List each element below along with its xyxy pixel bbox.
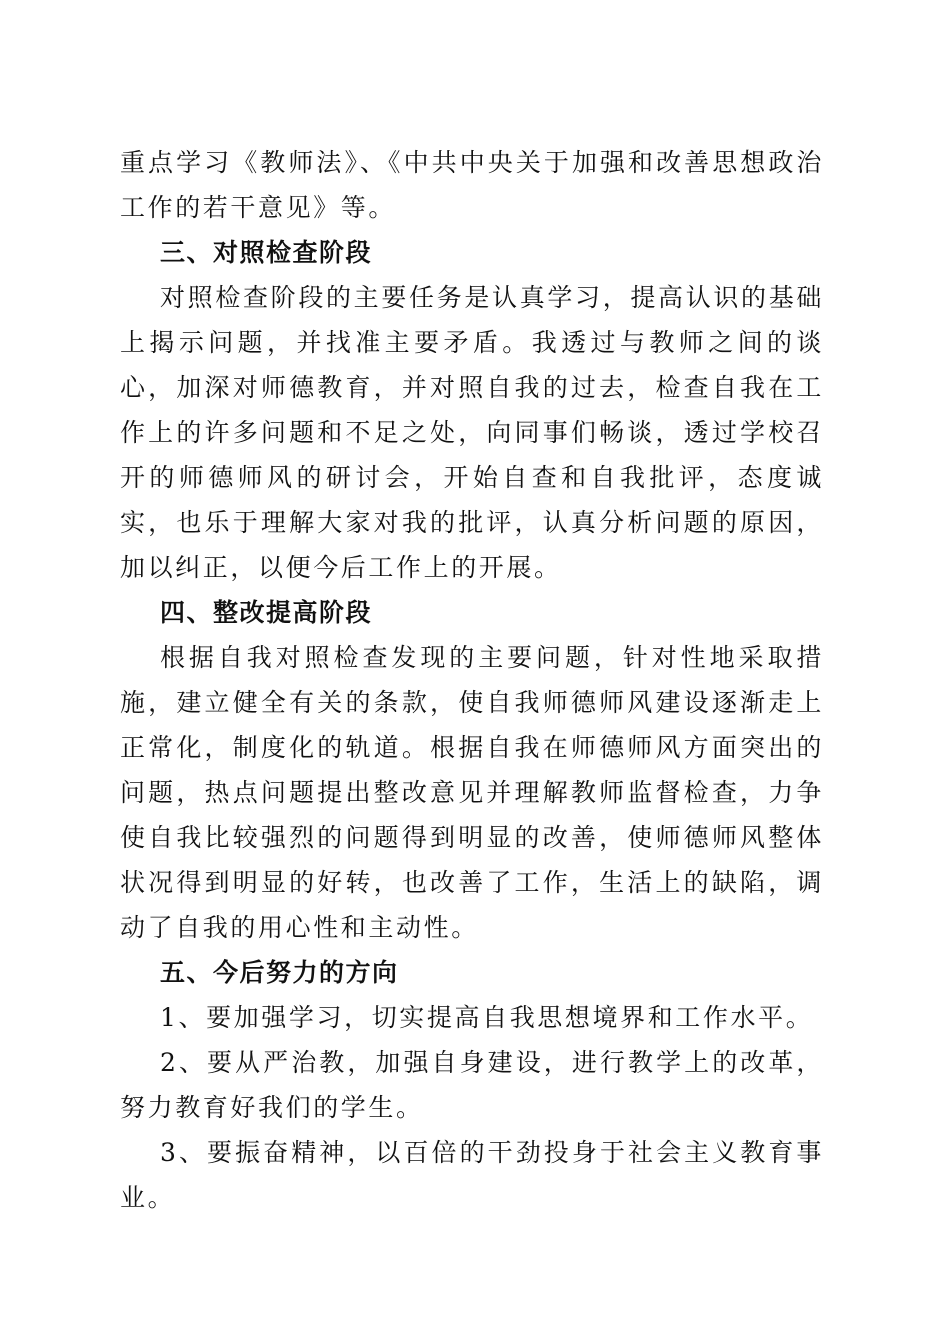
section-heading-5: 五、今后努力的方向 [160,958,399,987]
document-body [120,140,824,1220]
list-item-3: 3、要振奋精神，以百倍的干劲投身于社会主义教育事业。 [120,1138,824,1212]
paragraph-rectification-stage: 根据自我对照检查发现的主要问题，针对性地采取措施，建立健全有关的条款，使自我师德师风建设逐渐走上正常化，制度化的轨道。根据自我在师德师风方面突出的问题，热点问题提出整改意见并理解教师监督检查，力争使自我比较强烈的问题得到明显的改善，使师德师风整体状况得到明显的好转，也改善了工作，生活上的缺陷，调动了自我的用心性和主动性。 [120,643,824,942]
paragraph-continued: 重点学习《教师法》、《中共中央关于加强和改善思想政治工作的若干意见》等。 [120,148,824,222]
list-item-2: 2、要从严治教，加强自身建设，进行教学上的改革，努力教育好我们的学生。 [120,1048,824,1122]
section-heading-3: 三、对照检查阶段 [160,238,373,267]
list-item-1: 1、要加强学习，切实提高自我思想境界和工作水平。 [160,1003,814,1032]
paragraph-review-stage: 对照检查阶段的主要任务是认真学习，提高认识的基础上揭示问题，并找准主要矛盾。我透过与教师之间的谈心，加深对师德教育，并对照自我的过去，检查自我在工作上的许多问题和不足之处，向同事们畅谈，透过学校召开的师德师风的研讨会，开始自查和自我批评，态度诚实，也乐于理解大家对我的批评，认真分析问题的原因，加以纠正，以便今后工作上的开展。 [120,283,824,582]
section-heading-4: 四、整改提高阶段 [160,598,373,627]
